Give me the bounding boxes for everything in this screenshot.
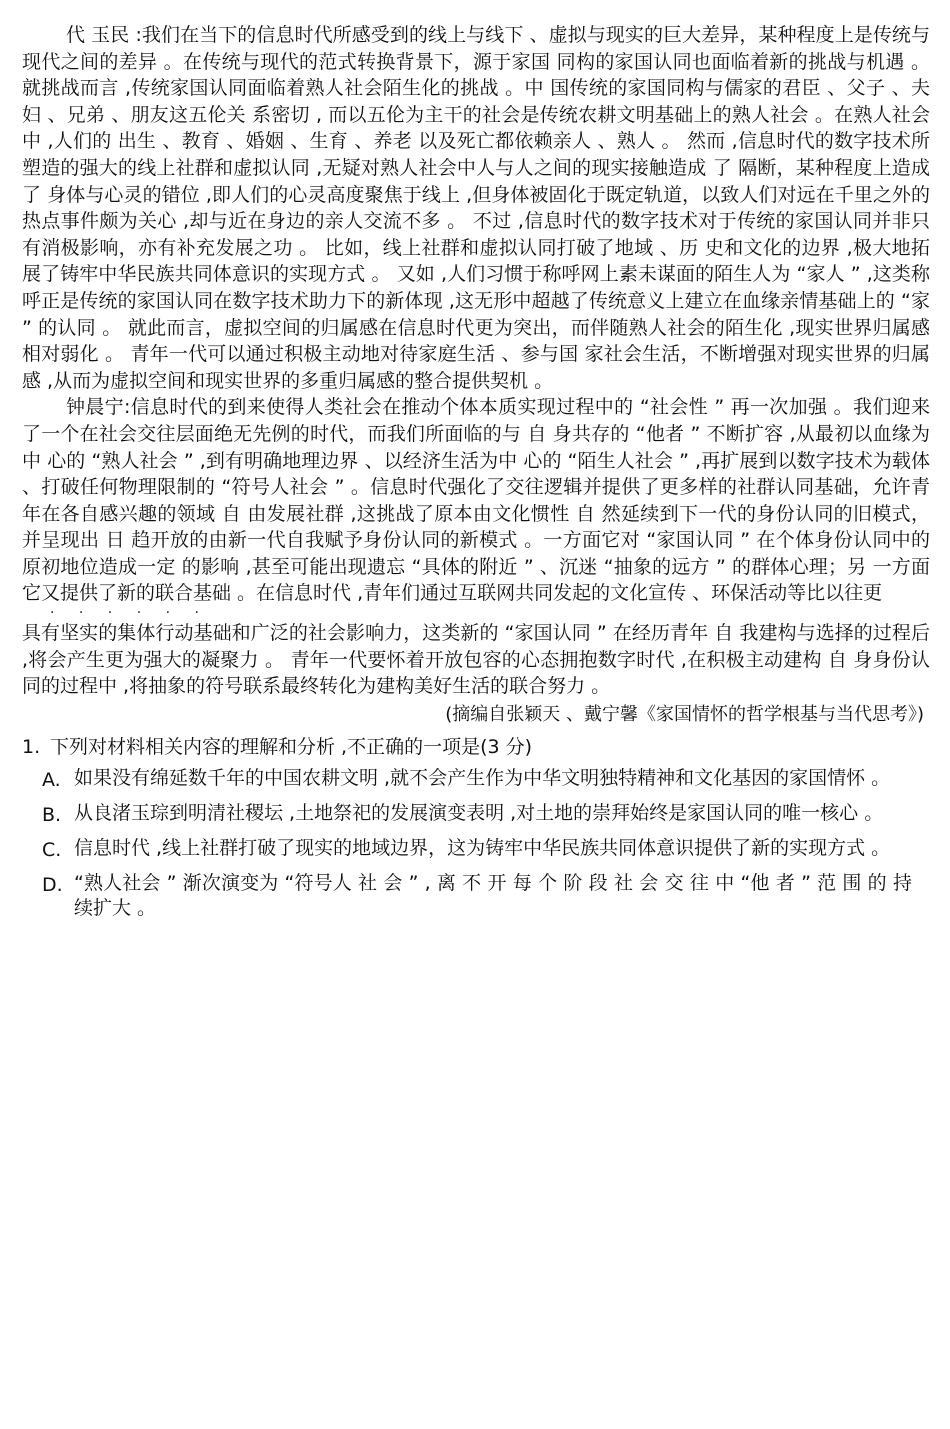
- option-letter: B.: [42, 803, 62, 826]
- question-1: [22, 734, 930, 921]
- emphasis-dots: · · · · · ·: [50, 607, 209, 621]
- option-b[interactable]: [42, 801, 912, 828]
- option-letter: A.: [42, 768, 61, 791]
- option-text: 从良渚玉琮到明清社稷坛 ,土地祭祀的发展演变表明 ,对土地的崇拜始终是家国认同的唯一核心 。: [74, 801, 884, 824]
- option-text: 信息时代 ,线上社群打破了现实的地域边界，这为铸牢中华民族共同体意识提供了新的实现方式 。: [74, 836, 891, 859]
- document-page: [22, 22, 930, 929]
- passage-paragraph-2-part-2: 具有坚实的集体行动基础和广泛的社会影响力，这类新的 “家国认同 ” 在经历青年 自 我建构与选择的过程后 ,将会产生更为强大的凝聚力 。 青年一代要怀着开放包容的心态拥抱数字时代 ,在积极主动建构 自 身身份认同的过程中 ,将抽象的符号联系最终转化为建构美好生活的联合努力 。: [22, 622, 930, 698]
- option-letter: C.: [42, 838, 62, 861]
- option-text: “熟人社会 ” 渐次演变为 “符号人 社 会 ” , 离 不 开 每 个 阶 段 社 会 交 往 中 “他 者 ” 范 围 的 持 续扩大 。: [74, 871, 912, 919]
- source-citation: (摘编自张颖天 、戴宁馨《家国情怀的哲学根基与当代思考》): [445, 703, 924, 725]
- option-text: 如果没有绵延数千年的中国农耕文明 ,就不会产生作为中华文明独特精神和文化基因的家国情怀 。: [74, 766, 891, 789]
- question-stem-line: [22, 734, 930, 760]
- option-c[interactable]: [42, 836, 912, 863]
- question-number: 1.: [22, 735, 41, 758]
- option-a[interactable]: [42, 766, 912, 793]
- passage-paragraph-1: 代 玉民 :我们在当下的信息时代所感受到的线上与线下 、虚拟与现实的巨大差异，某种程度上是传统与现代之间的差异 。在传统与现代的范式转换背景下，源于家国 同构的家国认同也面临着新的挑战与机遇 。就挑战而言 ,传统家国认同面临着熟人社会陌生化的挑战 。中 国传统的家国同构与儒家的君臣 、父子 、夫妇 、兄弟 、朋友这五伦关 系密切 , 而以五伦为主干的社会是传统农耕文明基础上的熟人社会 。在熟人社会中 ,人们的 出生 、教育 、婚姻 、生育 、养老 以及死亡都依赖亲人 、熟人 。 然而 ,信息时代的数字技术所塑造的强大的线上社群和虚拟认同 ,无疑对熟人社会中人与人之间的现实接触造成 了 隔断，某种程度上造成 了 身体与心灵的错位 ,即人们的心灵高度聚焦于线上 ,但身体被固化于既定轨道，以致人们对远在千里之外的热点事件颇为关心 ,却与近在身边的亲人交流不多 。 不过 ,信息时代的数字技术对于传统的家国认同并非只有消极影响，亦有补充发展之功 。 比如，线上社群和虚拟认同打破了地域 、历 史和文化的边界 ,极大地拓展了铸牢中华民族共同体意识的实现方式 。 又如 ,人们习惯于称呼网上素未谋面的陌生人为 “家人 ” ,这类称呼正是传统的家国认同在数字技术助力下的新体现 ,这无形中超越了传统意义上建立在血缘亲情基础上的 “家 ” 的认同 。 就此而言，虚拟空间的归属感在信息时代更为突出，而伴随熟人社会的陌生化 ,现实世界归属感相对弱化 。 青年一代可以通过积极主动地对待家庭生活 、参与国 家社会生活，不断增强对现实世界的归属感 ,从而为虚拟空间和现实世界的多重归属感的整合提供契机 。: [22, 24, 930, 392]
- options-list: [42, 766, 912, 921]
- passage-paragraph-2-part-1: 钟晨宁:信息时代的到来使得人类社会在推动个体本质实现过程中的 “社会性 ” 再一次加强 。我们迎来了一个在社会交往层面绝无先例的时代，而我们所面临的与 自 身共存的 “他者 ” 不断扩容 ,从最初以血缘为中 心的 “熟人社会 ” ,到有明确地理边界 、以经济生活为中 心的 “陌生人社会 ” ,再扩展到以数字技术为载体 、打破任何物理限制的 “符号人社会 ” 。信息时代强化了交往逻辑并提供了更多样的社群认同基础，允许青年在各自感兴趣的领域 自 由发展社群 ,这挑战了原本由文化惯性 自 然延续到下一代的身份认同的旧模式，并呈现出 日 趋开放的由新一代自我赋予身份认同的新模式 。一方面它对 “家国认同 ” 在个体身份认同中的原初地位造成一定 的影响 ,甚至可能出现遗忘 “具体的附近 ” 、沉迷 “抽象的远方 ” 的群体心理；另 一方面它又提供了新的联合基础 。在信息时代 ,青年们通过互联网共同发起的文化宣传 、环保活动等比以往更: [22, 396, 930, 605]
- option-letter: D.: [42, 873, 63, 896]
- question-stem: 下列对材料相关内容的理解和分析 ,不正确的一项是(3 分): [50, 735, 533, 758]
- option-d[interactable]: [42, 871, 912, 921]
